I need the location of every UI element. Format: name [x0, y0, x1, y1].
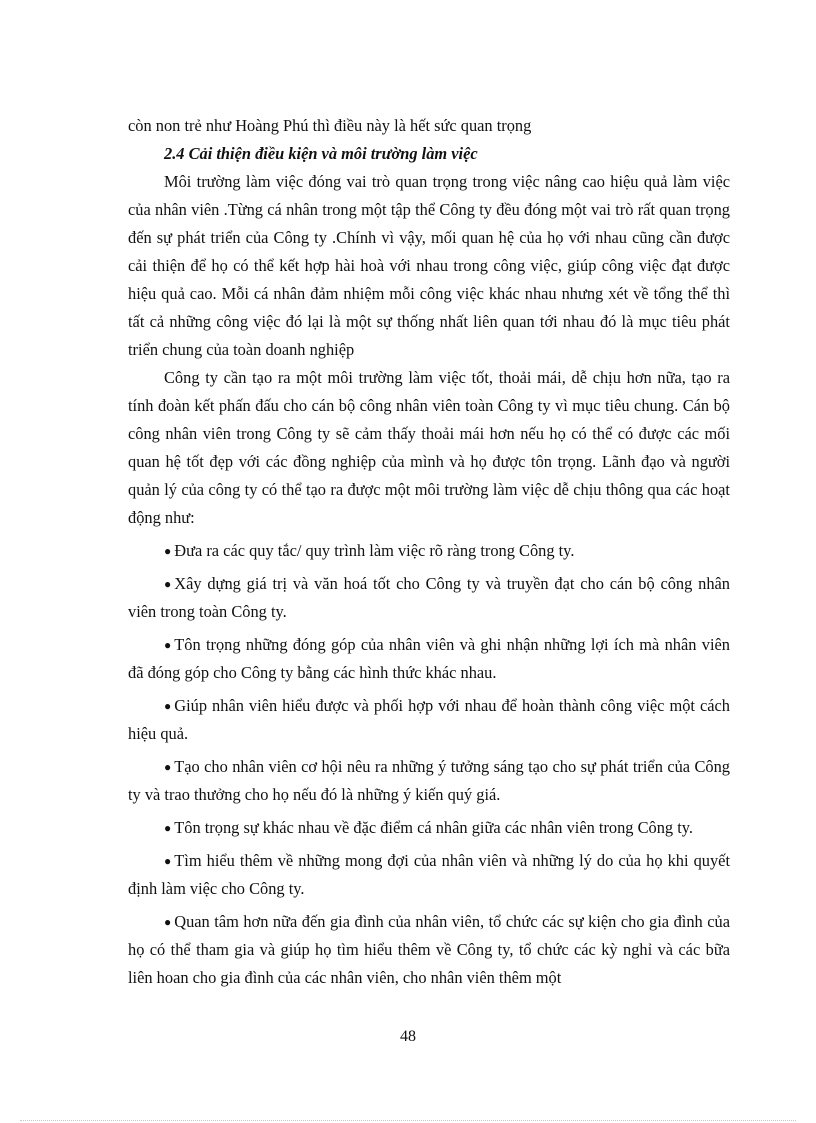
- bullet-item: [128, 692, 730, 748]
- paragraph: Môi trường làm việc đóng vai trò quan trọng trong việc nâng cao hiệu quả làm việc của nhân viên .Từng cá nhân trong một tập thể Công ty đều đóng một vai trò rất quan trọng đến sự phát triển của Công ty .Chính vì vậy, mối quan hệ của họ với nhau cũng cần được cải thiện để họ có thể kết hợp hài hoà với nhau trong công việc, giúp công việc đạt được hiệu quả cao. Mỗi cá nhân đảm nhiệm mỗi công việc khác nhau nhưng xét về tổng thể thì tất cả những công việc đó lại là một sự thống nhất liên quan tới nhau đó là mục tiêu phát triển chung của toàn doanh nghiệp: [128, 172, 730, 359]
- bullet-text: Tìm hiểu thêm về những mong đợi của nhân viên và những lý do của họ khi quyết định làm việc cho Công ty.: [128, 851, 730, 898]
- bullet-icon: ●: [164, 577, 172, 591]
- bullet-icon: ●: [164, 854, 172, 868]
- section-heading: 2.4 Cải thiện điều kiện và môi trường làm việc: [164, 144, 478, 163]
- bullet-text: Tôn trọng sự khác nhau về đặc điểm cá nhân giữa các nhân viên trong Công ty.: [174, 818, 693, 837]
- paragraph: Công ty cần tạo ra một môi trường làm việc tốt, thoải mái, dễ chịu hơn nữa, tạo ra tính đoàn kết phấn đấu cho cán bộ công nhân viên toàn Công ty vì mục tiêu chung. Cán bộ công nhân viên trong Công ty sẽ cảm thấy thoải mái hơn nếu họ có thể có được các mối quan hệ tốt đẹp với các đồng nghiệp của mình và họ được tôn trọng. Lãnh đạo và người quản lý của công ty có thể tạo ra được một môi trường làm việc dễ chịu thông qua các hoạt động như:: [128, 368, 730, 527]
- bullet-item: [128, 631, 730, 687]
- bullet-icon: ●: [164, 760, 172, 774]
- bullet-icon: ●: [164, 638, 172, 652]
- bullet-text: Xây dựng giá trị và văn hoá tốt cho Công ty và truyền đạt cho cán bộ công nhân viên trong toàn Công ty.: [128, 574, 730, 621]
- bullet-item: [128, 753, 730, 809]
- bullet-text: Giúp nhân viên hiểu được và phối hợp với nhau để hoàn thành công việc một cách hiệu quả.: [128, 696, 730, 743]
- bullet-item: [128, 814, 730, 842]
- bullet-text: Tạo cho nhân viên cơ hội nêu ra những ý tưởng sáng tạo cho sự phát triển của Công ty và trao thưởng cho họ nếu đó là những ý kiến quý giá.: [128, 757, 730, 804]
- bullet-text: Đưa ra các quy tắc/ quy trình làm việc rõ ràng trong Công ty.: [174, 541, 575, 560]
- bullet-item: [128, 847, 730, 903]
- continued-line: còn non trẻ như Hoàng Phú thì điều này là hết sức quan trọng: [128, 116, 532, 135]
- bullet-icon: ●: [164, 544, 172, 558]
- bullet-icon: ●: [164, 699, 172, 713]
- body-text: [128, 112, 730, 992]
- page-number: 48: [400, 1028, 416, 1045]
- bullet-item: [128, 537, 730, 565]
- bullet-item: [128, 570, 730, 626]
- page-bottom-divider: [20, 1120, 796, 1121]
- bullet-icon: ●: [164, 821, 172, 835]
- bullet-item: [128, 908, 730, 992]
- bullet-icon: ●: [164, 915, 172, 929]
- bullet-text: Tôn trọng những đóng góp của nhân viên và ghi nhận những lợi ích mà nhân viên đã đóng góp cho Công ty bằng các hình thức khác nhau.: [128, 635, 730, 682]
- bullet-text: Quan tâm hơn nữa đến gia đình của nhân viên, tổ chức các sự kiện cho gia đình của họ có thể tham gia và giúp họ tìm hiểu thêm về Công ty, tổ chức các kỳ nghỉ và các bữa liên hoan cho gia đình của các nhân viên, cho nhân viên thêm một: [128, 912, 730, 987]
